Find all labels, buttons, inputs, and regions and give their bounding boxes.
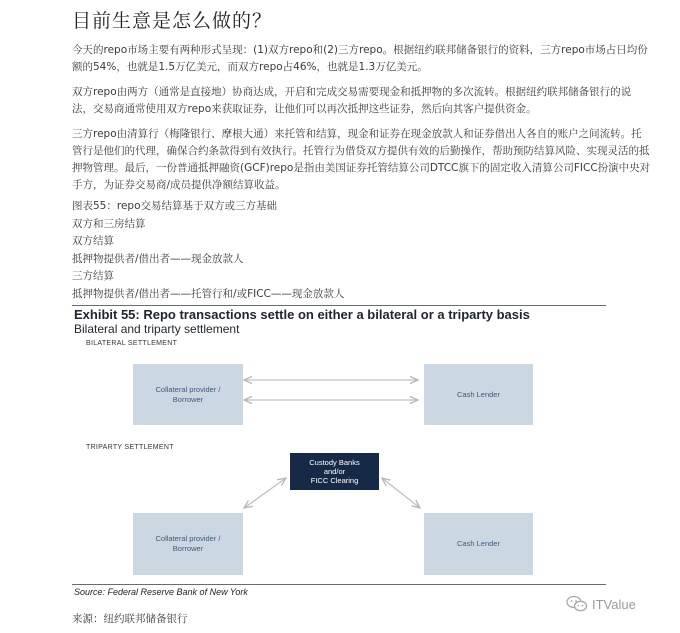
exhibit-bottom-rule xyxy=(72,584,606,585)
exhibit-title: Exhibit 55: Repo transactions settle on either a bilateral or a triparty basis xyxy=(74,307,530,322)
triparty-arrow-right xyxy=(382,478,420,508)
caption-line-subtitle: 双方和三房结算 xyxy=(72,217,146,230)
figure-caption-cn xyxy=(72,198,344,303)
source-cn: 来源：纽约联邦储备银行 xyxy=(72,613,188,625)
caption-line-triparty: 三方结算 xyxy=(72,270,114,282)
page-title: 目前生意是怎么做的？ xyxy=(72,10,273,32)
watermark-text: ITValue xyxy=(592,596,636,612)
caption-line-figure-title: 图表55：repo交易结算基于双方或三方基础 xyxy=(72,200,277,212)
caption-line-bilateral-flow: 抵押物提供者/借出者——现金放款人 xyxy=(72,252,244,265)
bilateral-arrows xyxy=(244,380,418,400)
paragraph-bilateral-repo: 双方repo由两方（通常是直接地）协商达成，开启和完成交易需要现金和抵押物的多次流转。根据纽约联邦储备银行的说法，交易商通常使用双方repo来获取证券，让他们可以再次抵押这些证券，然后向其客户提供资金。 xyxy=(72,86,632,115)
exhibit-subtitle: Bilateral and triparty settlement xyxy=(74,322,240,336)
paragraph-triparty-repo: 三方repo由清算行（梅隆银行、摩根大通）来托管和结算，现金和证券在现金放款人和证券借出人各自的账户之间流转。托管行是他们的代理，确保合约条款得到有效执行。托管行为借贷双方提供有效的后勤操作，帮助预防结算风险、实现灵活的抵押物管理。最后，一份普通抵押融资(GCF)repo是指由美国证券托管结算公司DTCC旗下的固定收入清算公司FICC扮演中央对手方，为证券交易商/成员提供净额结算收益。 xyxy=(72,128,651,191)
triparty-collateral-provider-box: Collateral provider / Borrower xyxy=(133,513,243,575)
bilateral-cash-lender-box: Cash Lender xyxy=(424,364,533,425)
custody-banks-box: Custody Banks and/or FICC Clearing xyxy=(290,453,379,490)
triparty-settlement-label: TRIPARTY SETTLEMENT xyxy=(86,444,174,451)
exhibit-top-rule xyxy=(72,305,606,306)
triparty-arrow-left xyxy=(244,478,286,508)
watermark xyxy=(566,595,636,613)
triparty-cash-lender-box: Cash Lender xyxy=(424,513,533,575)
wechat-logo-icon xyxy=(566,595,588,613)
exhibit-source: Source: Federal Reserve Bank of New York xyxy=(74,587,248,597)
bilateral-settlement-label: BILATERAL SETTLEMENT xyxy=(86,340,178,347)
caption-line-triparty-flow: 抵押物提供者/借出者——托管行和/或FICC——现金放款人 xyxy=(72,287,345,300)
bilateral-collateral-provider-box: Collateral provider / Borrower xyxy=(133,364,243,425)
paragraph-repo-forms: 今天的repo市场主要有两种形式呈现：(1)双方repo和(2)三方repo。根据纽约联邦储备银行的资料，三方repo市场占日均份额的54%，也就是1.5万亿美元，而双方repo占46%，也就是1.3万亿美元。 xyxy=(72,44,648,73)
caption-line-bilateral: 双方结算 xyxy=(72,235,114,247)
